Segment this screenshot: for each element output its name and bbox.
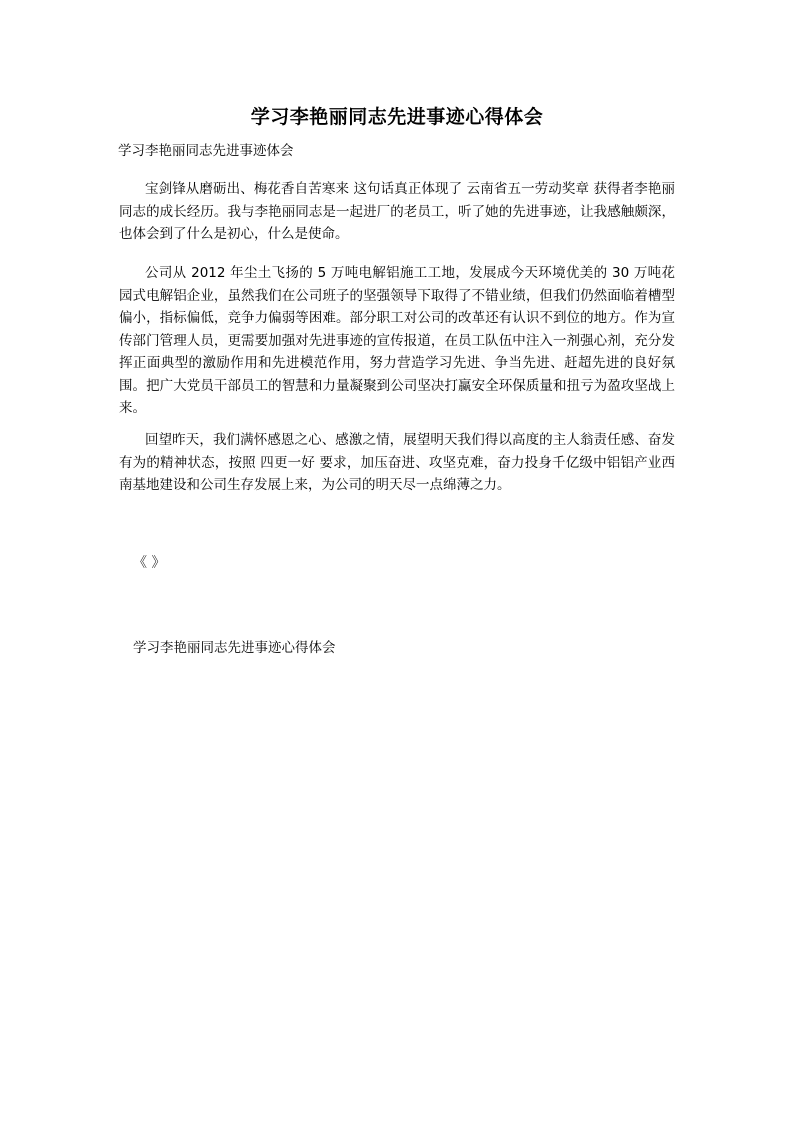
- paragraph-1: 宝剑锋从磨砺出、梅花香自苦寒来 这句话真正体现了 云南省五一劳动奖章 获得者李艳丽同志的成长经历。我与李艳丽同志是一起进厂的老员工，听了她的先进事迹，让我感触颇深，也体会到了什么是初心，什么是使命。: [119, 181, 675, 242]
- paragraph-3: 回望昨天，我们满怀感恩之心、感激之情，展望明天我们得以高度的主人翁责任感、奋发有为的精神状态，按照 四更一好 要求，加压奋进、攻坚克难，奋力投身千亿级中铝铝产业西南基地建设和公司生存发展上来，为公司的明天尽一点绵薄之力。: [119, 432, 675, 493]
- document-title: 学习李艳丽同志先进事迹心得体会: [250, 106, 544, 128]
- document-subtitle: 学习李艳丽同志先进事迹体会: [118, 143, 294, 159]
- paragraph-2: 公司从 2012 年尘土飞扬的 5 万吨电解铝施工工地，发展成今天环境优美的 30 万吨花园式电解铝企业，虽然我们在公司班子的坚强领导下取得了不错业绩，但我们仍然面临着槽型偏小，指标偏低，竞争力偏弱等困难。部分职工对公司的改革还有认识不到位的地方。作为宣传部门管理人员，更需要加强对先进事迹的宣传报道，在员工队伍中注入一剂强心剂，充分发挥正面典型的激励作用和先进模范作用，努力营造学习先进、争当先进、赶超先进的良好氛围。把广大党员干部员工的智慧和力量凝聚到公司坚决打赢安全环保质量和扭亏为盈攻坚战上来。: [119, 265, 675, 416]
- navigation-marks: 《 》: [133, 555, 166, 571]
- footer-title: 学习李艳丽同志先进事迹心得体会: [133, 640, 336, 656]
